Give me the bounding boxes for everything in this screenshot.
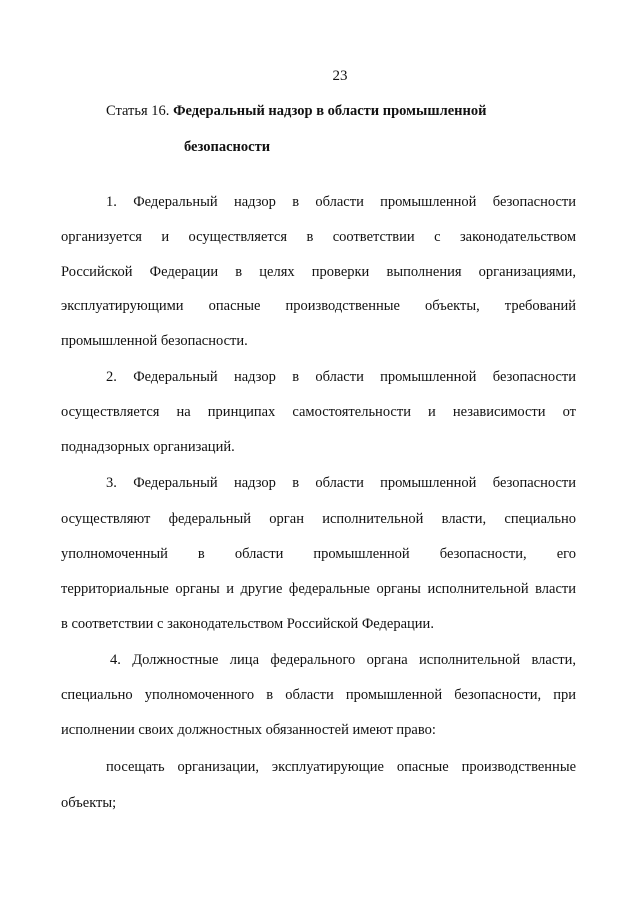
paragraph-line: эксплуатирующими опасные производственные объекты, требований — [61, 298, 576, 314]
paragraph-line: организуется и осуществляется в соответствии с законодательством — [61, 229, 576, 245]
paragraph-line: уполномоченный в области промышленной безопасности, его — [61, 546, 576, 562]
paragraph-line: 3. Федеральный надзор в области промышленной безопасности — [106, 475, 576, 491]
paragraph-line: 4. Должностные лица федерального органа исполнительной власти, — [110, 652, 576, 668]
article-title-continued: безопасности — [184, 139, 271, 155]
paragraph-line: посещать организации, эксплуатирующие опасные производственные — [106, 759, 576, 775]
paragraph-line: осуществляют федеральный орган исполнительной власти, специально — [61, 511, 576, 527]
paragraph-line: 1. Федеральный надзор в области промышленной безопасности — [106, 194, 576, 210]
paragraph-line: Российской Федерации в целях проверки выполнения организациями, — [61, 264, 576, 280]
paragraph-line: осуществляется на принципах самостоятельности и независимости от — [61, 404, 576, 420]
article-heading — [106, 103, 486, 120]
paragraph-line: 2. Федеральный надзор в области промышленной безопасности — [106, 369, 576, 385]
article-title: Федеральный надзор в области промышленной — [173, 103, 487, 119]
paragraph-line: территориальные органы и другие федеральные органы исполнительной власти — [61, 581, 576, 597]
page-number: 23 — [332, 68, 348, 84]
article-label: Статья 16. — [106, 103, 170, 119]
paragraph-line: промышленной безопасности. — [61, 333, 248, 349]
paragraph-line: исполнении своих должностных обязанностей имеют право: — [61, 722, 436, 738]
paragraph-line: специально уполномоченного в области промышленной безопасности, при — [61, 687, 576, 703]
paragraph-line: объекты; — [61, 795, 117, 811]
paragraph-line: в соответствии с законодательством Российской Федерации. — [61, 616, 434, 632]
paragraph-line: поднадзорных организаций. — [61, 439, 235, 455]
